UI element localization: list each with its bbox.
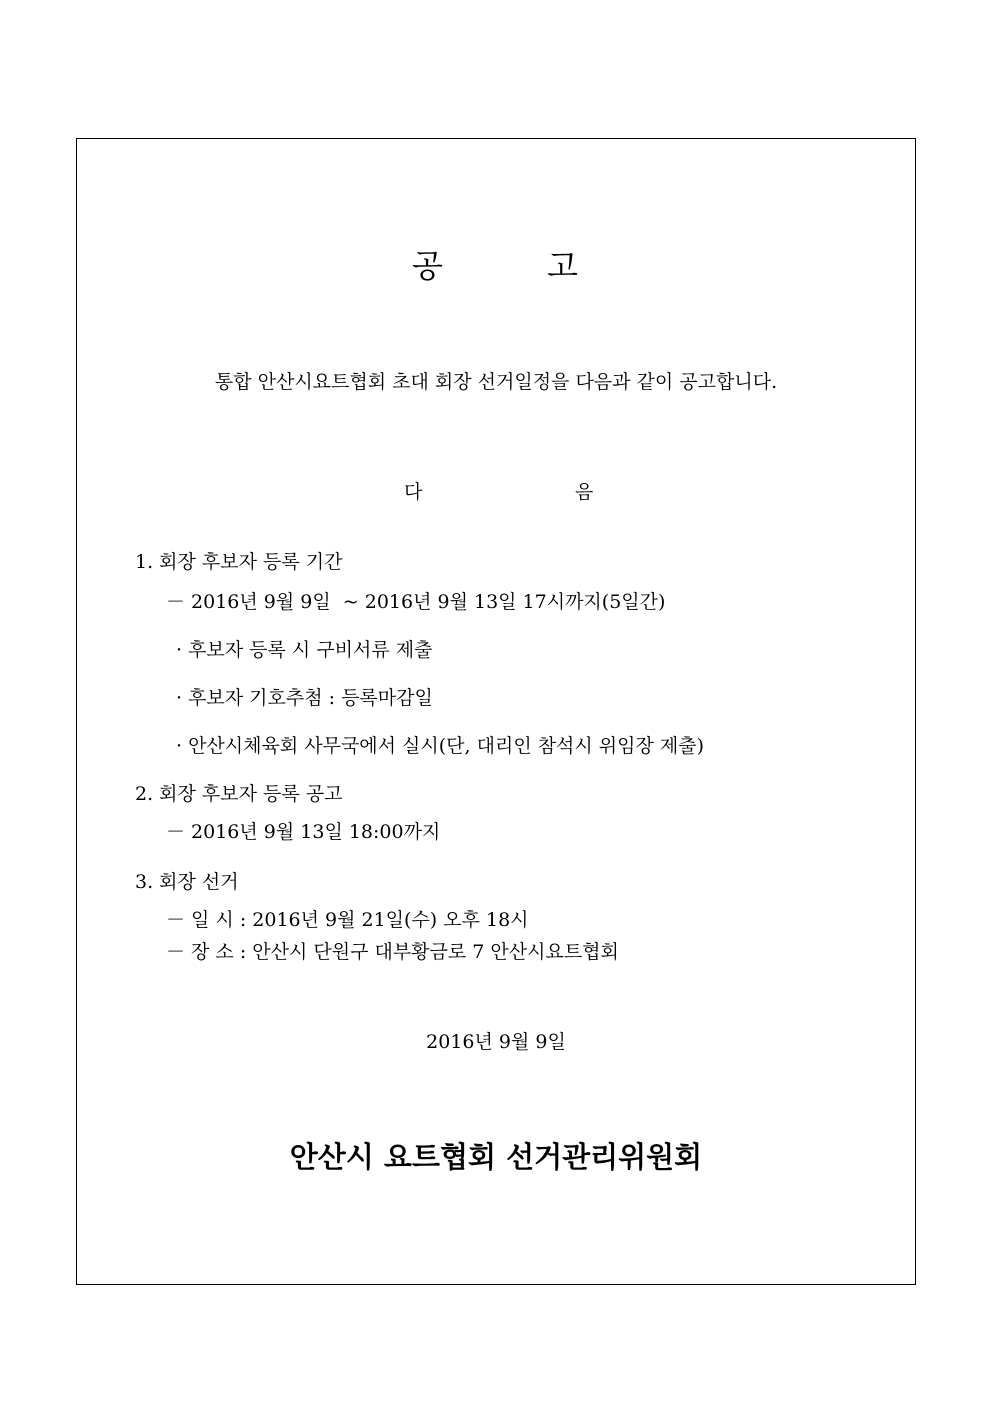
heading-char-right: 음 <box>575 481 594 503</box>
section-1-bullet-lottery: · 후보자 기호추첨 : 등록마감일 <box>176 687 433 709</box>
title-char-left: 공 <box>412 247 443 285</box>
section-1-bullet-office: · 안산시체육회 사무국에서 실시(단, 대리인 참석시 위임장 제출) <box>176 735 705 757</box>
notice-title <box>0 244 992 288</box>
heading-char-left: 다 <box>404 481 423 503</box>
section-3-heading: 3. 회장 선거 <box>135 871 239 893</box>
issuing-organization: 안산시 요트협회 선거관리위원회 <box>289 1140 703 1174</box>
section-3-location: － 장 소 : 안산시 단원구 대부황금로 7 안산시요트협회 <box>166 941 619 963</box>
intro-text: 통합 안산시요트협회 초대 회장 선거일정을 다음과 같이 공고합니다. <box>214 371 778 393</box>
notice-date: 2016년 9월 9일 <box>426 1031 566 1053</box>
section-3-datetime: － 일 시 : 2016년 9월 21일(수) 오후 18시 <box>166 909 529 931</box>
details-heading <box>0 478 992 506</box>
title-char-right: 고 <box>547 247 578 285</box>
section-1-period: － 2016년 9월 9일 ~ 2016년 9월 13일 17시까지(5일간) <box>166 591 666 613</box>
section-1-heading: 1. 회장 후보자 등록 기간 <box>135 551 343 573</box>
section-2-heading: 2. 회장 후보자 등록 공고 <box>135 783 343 805</box>
section-2-deadline: － 2016년 9월 13일 18:00까지 <box>166 821 441 843</box>
section-1-bullet-documents: · 후보자 등록 시 구비서류 제출 <box>176 639 433 661</box>
